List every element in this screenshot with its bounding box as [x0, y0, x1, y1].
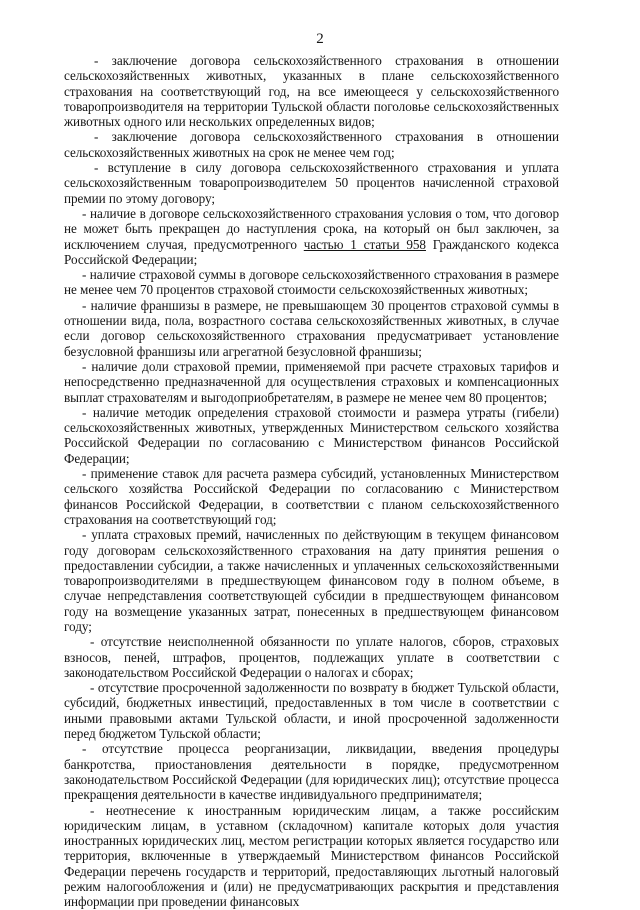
condition-paragraph: - вступление в силу договора сельскохозяйственного страхования и уплата сельскохозяйственным товаропроизводителем 50 процентов начисленной страховой премии по этому договору;	[64, 160, 559, 206]
paragraph-text: - наличие в договоре сельскохозяйственного страхования условия о том, что договор не может быть прекращен до наступления срока, на который он был заключен, за исключением случая, предусмотренного	[64, 205, 559, 252]
condition-paragraph: - наличие доли страховой премии, применяемой при расчете страховых тарифов и непосредственно предназначенной для осуществления страховых и компенсационных выплат страхователям и выгодоприобретателям, в размере не менее чем 80 процентов;	[64, 358, 559, 405]
document-body	[64, 53, 559, 910]
condition-paragraph: - отсутствие процесса реорганизации, ликвидации, введения процедуры банкротства, приостановления деятельности в порядке, предусмотренном законодательством Российской Федерации (для юридических лиц); отсутствие процесса прекращения деятельности в качестве индивидуального предпринимателя;	[64, 741, 559, 803]
condition-paragraph: - уплата страховых премий, начисленных по действующим в текущем финансовом году договорам сельскохозяйственного страхования на дату принятия решения о предоставлении субсидии, а также начисленных и уплаченных сельскохозяйственными товаропроизводителями в предшествующем финансовом году в полном объеме, в случае непредставления соответствующей субсидии в предшествующем финансовом году на возмещение указанных затрат, понесенных в предшествующем финансовом году;	[64, 527, 559, 634]
condition-paragraph	[64, 206, 559, 267]
civil-code-article-link[interactable]: частью 1 статьи 958	[303, 236, 426, 252]
condition-paragraph: - наличие методик определения страховой стоимости и размера утраты (гибели) сельскохозяйственных животных, утвержденных Министерством сельского хозяйства Российской Федерации по согласованию с Министерством финансов Российской Федерации;	[64, 404, 559, 466]
condition-paragraph: - заключение договора сельскохозяйственного страхования в отношении сельскохозяйственных животных на срок не менее чем год;	[64, 129, 559, 160]
condition-paragraph: - наличие франшизы в размере, не превышающем 30 процентов страховой суммы в отношении вида, пола, возрастного состава сельскохозяйственных животных, в случае если договор сельскохозяйственного страхования предусматривает установление безусловной франшизы или агрегатной безусловной франшизы;	[64, 297, 559, 359]
condition-paragraph: - неотнесение к иностранным юридическим лицам, а также российским юридическим лицам, в уставном (складочном) капитале которых доля участия иностранных юридических лиц, местом регистрации которых является государство или территория, включенные в утверждаемый Министерством финансов Российской Федерации перечень государств и территорий, предоставляющих льготный налоговый режим налогообложения и (или) не предусматривающих раскрытия и представления информации при проведении финансовых	[64, 802, 559, 910]
condition-paragraph: - наличие страховой суммы в договоре сельскохозяйственного страхования в размере не менее чем 70 процентов страховой стоимости сельскохозяйственных животных;	[64, 267, 559, 298]
paragraph-text: Гражданского кодекса Российской Федерации;	[64, 236, 559, 267]
condition-paragraph: - отсутствие неисполненной обязанности по уплате налогов, сборов, страховых взносов, пеней, штрафов, процентов, подлежащих уплате в соответствии с законодательством Российской Федерации о налогах и сборах;	[64, 634, 559, 680]
page-number: 2	[316, 31, 324, 47]
condition-paragraph: - применение ставок для расчета размера субсидий, установленных Министерством сельского хозяйства Российской Федерации по согласованию с Министерством финансов Российской Федерации, в соответствии с планом сельскохозяйственного страхования на соответствующий год;	[64, 466, 559, 527]
condition-paragraph: - заключение договора сельскохозяйственного страхования в отношении сельскохозяйственных животных, указанных в плане сельскохозяйственного страхования на соответствующий год, на все имеющееся у сельскохозяйственного товаропроизводителя на территории Тульской области поголовье сельскохозяйственных животных одного или нескольких определенных видов;	[64, 53, 559, 130]
condition-paragraph: - отсутствие просроченной задолженности по возврату в бюджет Тульской области, субсидий, бюджетных инвестиций, предоставленных в том числе в соответствии с иными правовыми актами Тульской области, и иной просроченной задолженности перед бюджетом Тульской области;	[64, 680, 559, 742]
